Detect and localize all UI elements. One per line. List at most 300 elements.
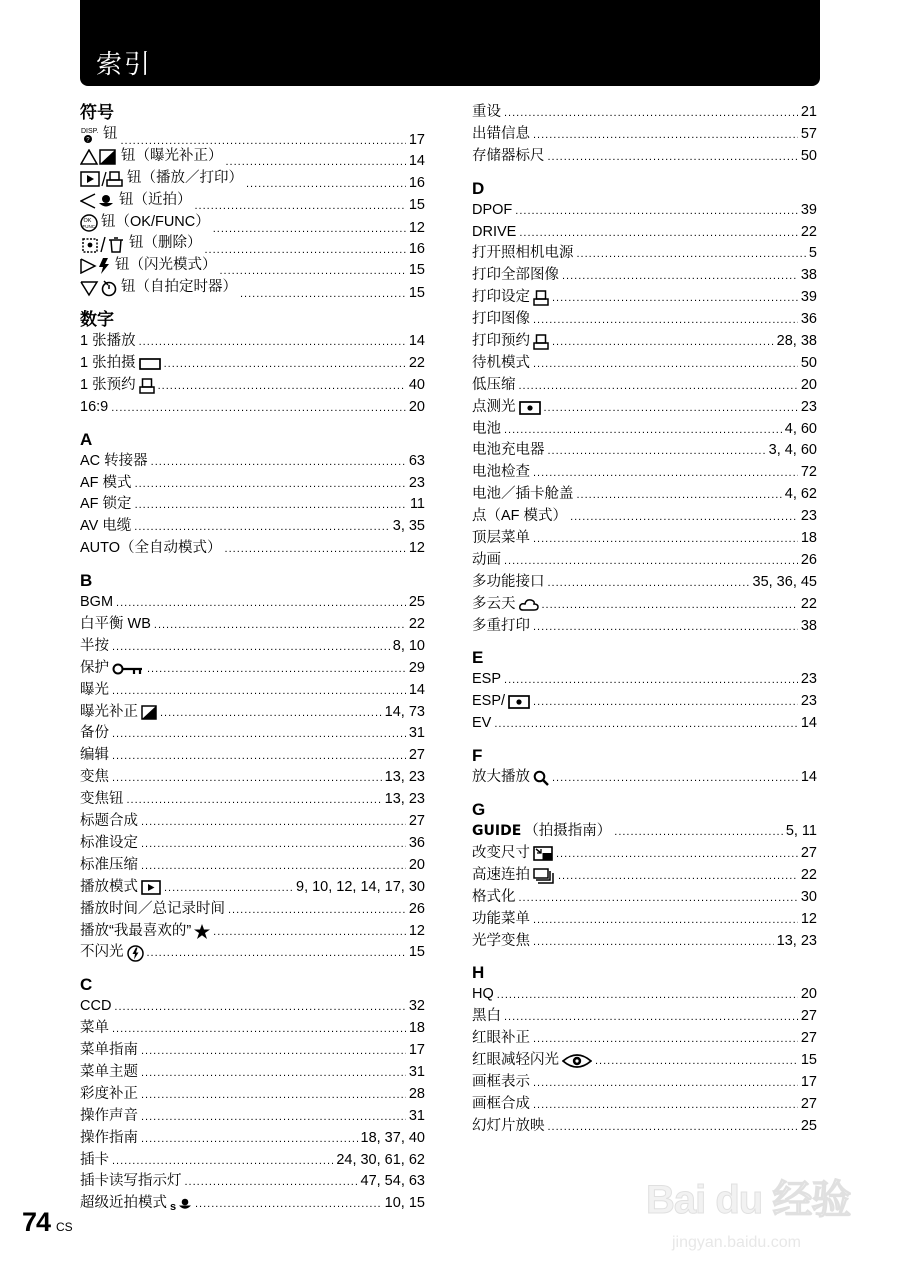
page-reference: 22 [408, 616, 425, 633]
page-reference: 14 [408, 152, 425, 169]
dot-leader [533, 692, 798, 714]
index-term-text: BGM [80, 594, 114, 611]
index-entry [472, 440, 817, 462]
index-term [472, 713, 491, 735]
exposure-comp-icon [80, 149, 118, 165]
index-term [80, 1150, 109, 1172]
flash-icon [80, 258, 112, 274]
index-term [80, 1062, 138, 1084]
page-reference: 39 [800, 289, 817, 306]
page-reference: 23 [800, 398, 817, 415]
index-term [80, 745, 109, 767]
index-term [80, 1040, 138, 1062]
index-term-text: 彩度补正 [80, 1085, 138, 1102]
page-reference: 17 [408, 1042, 425, 1059]
index-entry [472, 616, 817, 638]
dot-leader [548, 573, 750, 595]
dot-leader [570, 507, 798, 529]
index-entry [80, 658, 425, 680]
index-term-text: AF 模式 [80, 474, 132, 491]
index-entry [80, 375, 425, 397]
disp-icon [80, 126, 100, 144]
page-reference: 15 [800, 1052, 817, 1069]
svg-text:?: ? [86, 137, 90, 144]
dot-leader [533, 1029, 798, 1051]
dot-leader [141, 812, 406, 834]
index-term-text: 改变尺寸 [472, 844, 530, 861]
index-entry [80, 1128, 425, 1150]
dot-leader [141, 856, 406, 878]
page-reference: 24, 30, 61, 62 [336, 1151, 425, 1168]
page-reference: 32 [408, 998, 425, 1015]
index-term [80, 190, 192, 212]
dot-leader [519, 376, 798, 398]
index-term-text: 标准压缩 [80, 856, 138, 873]
index-term [472, 506, 567, 528]
index-entry [472, 821, 817, 843]
index-entry [80, 811, 425, 833]
print-icon [139, 378, 155, 394]
index-term [80, 473, 132, 495]
index-term-text: 操作指南 [80, 1129, 138, 1146]
index-term-text: 多重打印 [472, 617, 530, 634]
index-entry [472, 1116, 817, 1138]
dot-leader [111, 398, 406, 420]
index-term [472, 287, 549, 309]
watermark [640, 1150, 860, 1260]
dot-leader [595, 1051, 798, 1073]
index-entry [80, 538, 425, 560]
dot-leader [533, 310, 798, 332]
index-term [472, 1094, 530, 1116]
dot-leader [533, 910, 798, 932]
dot-leader [548, 147, 798, 169]
page-reference: 23 [800, 671, 817, 688]
index-entry [472, 909, 817, 931]
dot-leader [127, 790, 382, 812]
index-term-text: AF 锁定 [80, 496, 132, 513]
index-term-text: 插卡读写指示灯 [80, 1173, 182, 1190]
page-reference: 15 [408, 262, 425, 279]
index-term [472, 353, 530, 375]
index-entry [80, 331, 425, 353]
index-entry [472, 419, 817, 441]
dot-leader [112, 637, 390, 659]
dot-leader [112, 746, 406, 768]
dot-leader [504, 1007, 798, 1029]
index-entry [472, 200, 817, 222]
index-term-text: 钮（自拍定时器） [121, 279, 237, 296]
page-reference: 29 [408, 659, 425, 676]
page-reference: 20 [800, 376, 817, 393]
index-entry [80, 1171, 425, 1193]
page-reference: 23 [800, 693, 817, 710]
page-reference: 12 [800, 910, 817, 927]
page-reference: 31 [408, 725, 425, 742]
index-entry [80, 877, 425, 899]
index-term [80, 1128, 138, 1150]
page-reference: 47, 54, 63 [360, 1173, 425, 1190]
language-code: CS [56, 1220, 73, 1234]
index-term-text: 多功能接口 [472, 573, 545, 590]
page-reference: 22 [800, 223, 817, 240]
index-term [472, 462, 530, 484]
page-reference: 27 [800, 1008, 817, 1025]
page-reference: 50 [800, 354, 817, 371]
page-reference: 28 [408, 1085, 425, 1102]
index-term-text: 点（AF 模式） [472, 508, 568, 525]
dot-leader [552, 332, 774, 354]
index-entry [80, 789, 425, 811]
index-term-text: （拍摄指南） [524, 823, 612, 840]
page-reference: 14 [800, 769, 817, 786]
index-term [80, 592, 113, 614]
dot-leader [195, 1194, 382, 1216]
magnify-icon [533, 770, 549, 786]
print-icon [533, 290, 549, 306]
index-term [472, 440, 545, 462]
dot-leader [141, 1129, 358, 1151]
index-entry [80, 1193, 425, 1215]
index-term-text: 格式化 [472, 888, 516, 905]
index-entry [472, 931, 817, 953]
index-entry [472, 691, 817, 713]
index-term [472, 375, 516, 397]
section-heading: B [80, 571, 93, 591]
page-reference: 9, 10, 12, 14, 17, 30 [296, 878, 425, 895]
index-term-text: 红眼补正 [472, 1030, 530, 1047]
index-term-text: 曝光补正 [80, 703, 138, 720]
dot-leader [135, 474, 406, 496]
dot-leader [213, 219, 406, 241]
spot-metering-icon [519, 401, 541, 415]
dot-leader [164, 878, 293, 900]
index-term-text: ESP/ [472, 693, 506, 710]
page-reference: 40 [408, 376, 425, 393]
dot-leader [552, 768, 798, 790]
page-reference: 27 [408, 813, 425, 830]
index-entry [80, 124, 425, 146]
index-term-text: 保护 [80, 659, 109, 676]
page-reference: 12 [408, 219, 425, 236]
page-reference: 18 [408, 1020, 425, 1037]
svg-text:OK: OK [83, 217, 92, 224]
macro-icon [80, 193, 116, 209]
index-term [80, 680, 109, 702]
page-reference: 28, 38 [776, 333, 817, 350]
index-entry [80, 592, 425, 614]
page-reference: 4, 60 [784, 420, 817, 437]
index-entry [472, 287, 817, 309]
section-heading: A [80, 429, 93, 449]
index-term-text: 钮（OK/FUNC） [101, 213, 210, 230]
index-term [80, 494, 132, 516]
index-entry [472, 484, 817, 506]
index-entry [472, 669, 817, 691]
index-term [80, 658, 144, 680]
index-entry [472, 146, 817, 168]
index-entry [80, 1018, 425, 1040]
page-reference: 22 [800, 595, 817, 612]
index-term-text: 打印图像 [472, 311, 530, 328]
index-term-text: ESP [472, 671, 502, 688]
dot-leader [556, 844, 798, 866]
index-term-text: 标题合成 [80, 813, 138, 830]
index-term-text: 打印设定 [472, 289, 530, 306]
page-reference: 15 [408, 944, 425, 961]
page-reference: 14 [408, 681, 425, 698]
section-heading: G [472, 800, 486, 820]
index-term-text: 画框合成 [472, 1095, 530, 1112]
svg-text:DISP.: DISP. [81, 127, 99, 135]
dot-leader [533, 617, 798, 639]
index-term-text: 播放“我最喜欢的” [80, 922, 192, 939]
index-term [80, 1193, 192, 1215]
index-entry [472, 1006, 817, 1028]
index-term-text: 待机模式 [472, 354, 530, 371]
dot-leader [533, 529, 798, 551]
index-entry [472, 767, 817, 789]
index-entry [472, 353, 817, 375]
resize-icon [533, 846, 553, 861]
index-term [472, 1116, 545, 1138]
index-entry [80, 855, 425, 877]
page-reference: 13, 23 [776, 932, 817, 949]
print-icon [533, 334, 549, 350]
index-term [80, 451, 148, 473]
burst-icon [533, 868, 555, 884]
index-term [472, 1050, 592, 1072]
index-term [80, 1084, 138, 1106]
page-reference: 11 [409, 496, 425, 513]
index-column-left [80, 102, 425, 1215]
index-entry [80, 1106, 425, 1128]
index-term-text: 白平衡 WB [80, 616, 151, 633]
index-term [472, 124, 530, 146]
index-term-text: 插卡 [80, 1151, 109, 1168]
dot-leader [154, 615, 406, 637]
index-term-text: 功能菜单 [472, 910, 530, 927]
dot-leader [147, 943, 406, 965]
index-term-text: 钮（曝光补正） [121, 147, 223, 164]
index-term-text: 钮（删除） [129, 235, 202, 252]
index-term-text: 超级近拍模式 [80, 1195, 167, 1212]
dot-leader [614, 822, 783, 844]
index-entry [80, 614, 425, 636]
index-term [472, 909, 530, 931]
index-term [80, 124, 118, 146]
index-term [80, 636, 109, 658]
page-reference: 27 [408, 747, 425, 764]
page-reference: 18 [800, 530, 817, 547]
svg-text:s: s [170, 1201, 177, 1212]
index-term [80, 1106, 138, 1128]
index-term-text: AUTO（全自动模式） [80, 540, 222, 557]
dot-leader [225, 539, 406, 561]
index-term-text: 操作声音 [80, 1107, 138, 1124]
index-term [472, 1028, 530, 1050]
dot-leader [141, 1041, 406, 1063]
super-macro-icon [170, 1197, 192, 1211]
single-shot-icon [139, 358, 161, 370]
index-entry [80, 942, 425, 964]
index-term-text: 动画 [472, 551, 501, 568]
page-reference: 14 [408, 333, 425, 350]
erase-icon [80, 235, 126, 253]
page-reference: 17 [408, 131, 425, 148]
index-term-text: 红眼减轻闪光 [472, 1052, 559, 1069]
dot-leader [112, 768, 382, 790]
index-entry [80, 680, 425, 702]
index-entry [472, 887, 817, 909]
dot-leader [112, 1151, 333, 1173]
index-term [80, 277, 237, 299]
page-reference: 27 [800, 844, 817, 861]
index-term-text: HQ [472, 986, 494, 1003]
cloudy-icon [519, 598, 539, 612]
dot-leader [533, 1073, 798, 1095]
index-term-text: 电池充电器 [472, 442, 545, 459]
index-entry [472, 102, 817, 124]
index-term [80, 168, 243, 190]
watermark-logo: Bai du 经验 [646, 1178, 851, 1222]
page-reference: 16 [408, 174, 425, 191]
index-term [80, 833, 138, 855]
dot-leader [562, 266, 798, 288]
index-term-text: 钮（播放／打印） [127, 169, 243, 186]
index-term-text: 光学变焦 [472, 932, 530, 949]
dot-leader [151, 452, 406, 474]
dot-leader [213, 922, 406, 944]
index-term [80, 538, 222, 560]
dot-leader [548, 1117, 798, 1139]
page-reference: 27 [800, 1030, 817, 1047]
index-term-text: 变焦钮 [80, 791, 124, 808]
page-reference: 12 [408, 540, 425, 557]
index-term [472, 102, 501, 124]
page-reference: 26 [800, 551, 817, 568]
index-entry [472, 222, 817, 244]
page-reference: 15 [408, 196, 425, 213]
dot-leader [158, 376, 406, 398]
page-title: 索引 [96, 50, 153, 80]
dot-leader [558, 866, 798, 888]
dot-leader [542, 595, 798, 617]
index-term [472, 931, 530, 953]
page-reference: 23 [408, 474, 425, 491]
index-term-text: 播放时间／总记录时间 [80, 900, 225, 917]
index-term-text: 幻灯片放映 [472, 1117, 545, 1134]
page-reference: 3, 4, 60 [768, 442, 817, 459]
play-print-icon [80, 171, 124, 187]
page-reference: 50 [800, 147, 817, 164]
index-term-text: 编辑 [80, 747, 109, 764]
index-term-text: 打印全部图像 [472, 267, 559, 284]
section-heading: 数字 [80, 310, 114, 330]
index-term-text: 变焦 [80, 769, 109, 786]
index-term [80, 855, 138, 877]
dot-leader [497, 985, 798, 1007]
section-heading: D [472, 178, 485, 198]
index-entry [80, 473, 425, 495]
dot-leader [164, 354, 406, 376]
page-reference: 20 [408, 856, 425, 873]
index-entry [80, 397, 425, 419]
index-term-text: 放大播放 [472, 769, 530, 786]
index-term-text: 电池／插卡舱盖 [472, 486, 574, 503]
page-reference: 57 [800, 125, 817, 142]
index-term [472, 767, 549, 789]
index-entry [472, 984, 817, 1006]
section-heading: F [472, 746, 483, 766]
index-term-text: 曝光 [80, 681, 109, 698]
index-entry [80, 833, 425, 855]
dot-leader [552, 288, 798, 310]
index-entry [472, 309, 817, 331]
dot-leader [160, 703, 382, 725]
index-term-text: DRIVE [472, 223, 517, 240]
index-entry [80, 899, 425, 921]
index-term [80, 877, 161, 899]
playback-icon [141, 880, 161, 895]
index-entry [80, 1084, 425, 1106]
dot-leader [548, 441, 766, 463]
index-term [472, 691, 530, 713]
watermark-url: jingyan.baidu.com [672, 1234, 801, 1251]
dot-leader [240, 284, 406, 306]
red-eye-icon [562, 1053, 592, 1069]
page-reference: 30 [800, 888, 817, 905]
index-term [80, 331, 136, 353]
dot-leader [577, 244, 806, 266]
index-term-text: 菜单指南 [80, 1042, 138, 1059]
dot-leader [519, 223, 798, 245]
index-term-text: 播放模式 [80, 878, 138, 895]
dot-leader [147, 659, 406, 681]
index-term [80, 811, 138, 833]
dot-leader [141, 1063, 406, 1085]
page-reference: 31 [408, 1063, 425, 1080]
section-heading: H [472, 963, 485, 983]
index-term-text: 1 张预约 [80, 376, 136, 393]
index-term [80, 375, 155, 397]
index-term-text: 重设 [472, 104, 501, 120]
index-entry [80, 636, 425, 658]
index-entry [472, 1094, 817, 1116]
header-bar [80, 0, 820, 86]
index-term [80, 516, 131, 538]
dot-leader [533, 125, 798, 147]
dot-leader [185, 1172, 358, 1194]
index-term [80, 397, 108, 419]
index-entry [80, 996, 425, 1018]
index-term-text: AC 转接器 [80, 452, 148, 469]
spot-metering-icon [508, 695, 530, 709]
key-icon [112, 663, 144, 675]
index-term-text: 标准设定 [80, 834, 138, 851]
dot-leader [114, 997, 405, 1019]
exposure-icon [141, 705, 157, 720]
index-term [80, 942, 144, 964]
svg-text:FUNC: FUNC [82, 223, 95, 229]
page-reference: 13, 23 [384, 791, 425, 808]
index-term-text: CCD [80, 998, 112, 1015]
index-term [472, 887, 516, 909]
index-term-text: 备份 [80, 725, 109, 742]
index-term-text: 黑白 [472, 1008, 501, 1025]
page-reference: 25 [408, 594, 425, 611]
index-entry [472, 594, 817, 616]
